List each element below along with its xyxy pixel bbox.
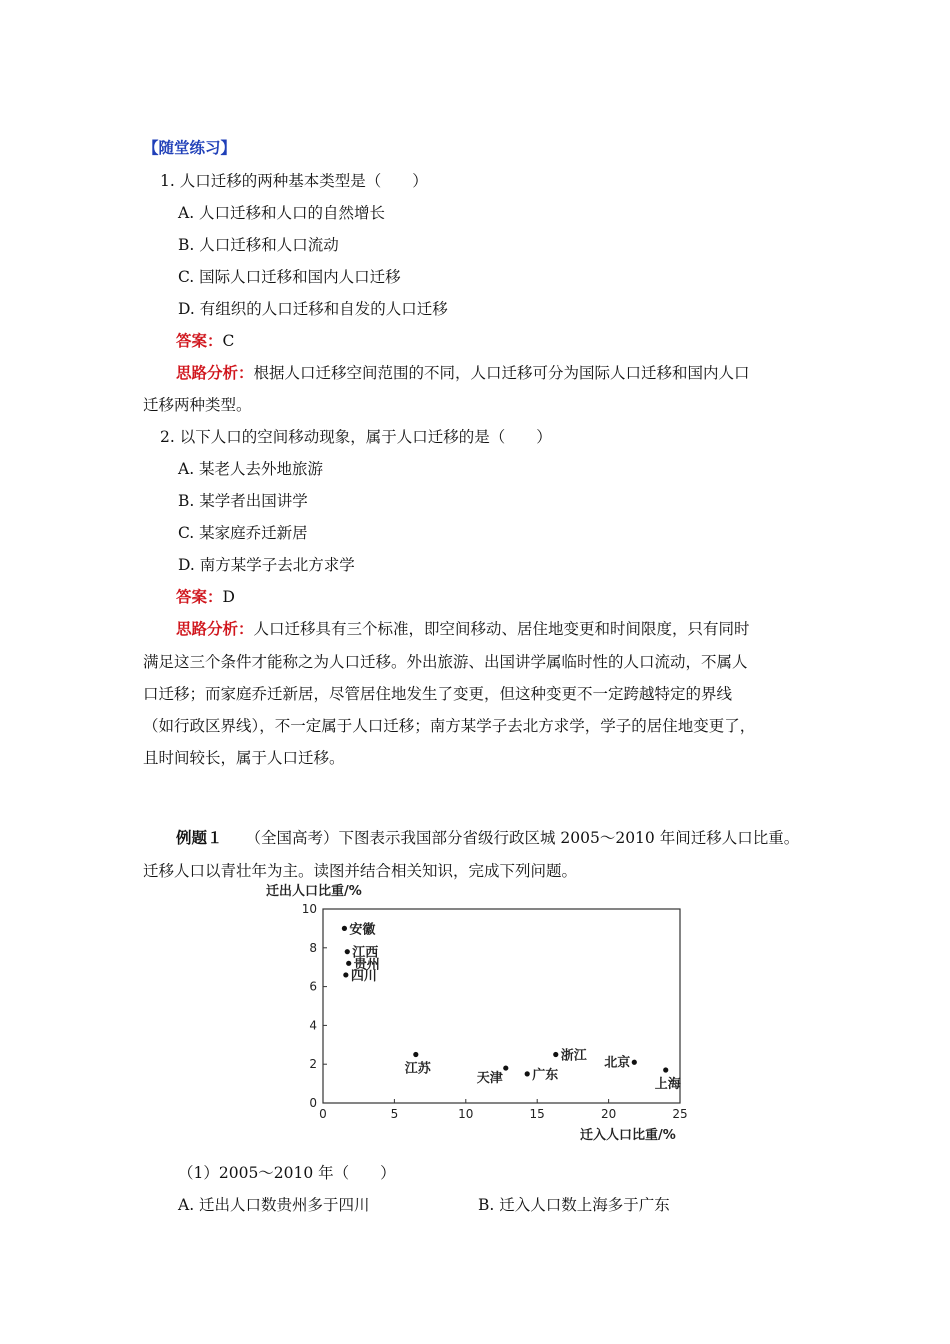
sub-question: （1）2005～2010 年（ ） bbox=[178, 1164, 396, 1182]
question-1-analysis bbox=[176, 363, 750, 383]
analysis-text: 且时间较长，属于人口迁移。 bbox=[143, 749, 345, 767]
answer-label: 答案： bbox=[176, 587, 223, 606]
y-tick-label: 0 bbox=[309, 1096, 317, 1110]
point-4 bbox=[413, 1052, 418, 1057]
sub-question-option-b: B. 迁入人口数上海多于广东 bbox=[478, 1196, 670, 1214]
point-label: 安徽 bbox=[349, 922, 376, 938]
question-1-stem: 1. 人口迁移的两种基本类型是（ ） bbox=[160, 172, 428, 190]
point-7 bbox=[553, 1052, 558, 1057]
example-label: 例题１ bbox=[176, 828, 223, 847]
x-tick-label: 25 bbox=[672, 1107, 688, 1121]
analysis-text: 根据人口迁移空间范围的不同，人口迁移可分为国际人口迁移和国内人口 bbox=[253, 364, 750, 382]
data-points bbox=[342, 921, 682, 1092]
example-text: （全国高考）下图表示我国部分省级行政区城 2005～2010 年间迁移人口比重。 bbox=[245, 829, 800, 847]
point-label: 上海 bbox=[654, 1077, 681, 1093]
point-label: 江西 bbox=[352, 945, 379, 961]
analysis-label: 思路分析： bbox=[176, 619, 254, 638]
point-1 bbox=[345, 949, 350, 954]
point-label: 广东 bbox=[532, 1067, 559, 1083]
question-1-option-b: B. 人口迁移和人口流动 bbox=[178, 236, 339, 254]
x-axis-ticks bbox=[319, 1099, 687, 1121]
analysis-label: 思路分析： bbox=[176, 363, 254, 382]
point-6 bbox=[525, 1071, 530, 1076]
question-2-option-b: B. 某学者出国讲学 bbox=[178, 492, 308, 510]
point-label: 天津 bbox=[476, 1071, 503, 1087]
analysis-text: 迁移两种类型。 bbox=[143, 396, 252, 414]
section-title: 【随堂练习】 bbox=[143, 138, 237, 157]
x-tick-label: 20 bbox=[600, 1107, 617, 1121]
question-2-option-c: C. 某家庭乔迁新居 bbox=[178, 524, 308, 542]
point-8 bbox=[632, 1060, 637, 1065]
answer-label: 答案： bbox=[176, 331, 223, 350]
x-tick-label: 5 bbox=[390, 1107, 399, 1121]
answer-value: D bbox=[222, 588, 235, 606]
point-3 bbox=[343, 972, 348, 977]
y-tick-label: 4 bbox=[309, 1018, 317, 1033]
question-2-analysis bbox=[176, 619, 750, 639]
question-2-answer bbox=[176, 587, 235, 607]
question-1-option-a: A. 人口迁移和人口的自然增长 bbox=[178, 204, 386, 222]
question-1-answer bbox=[176, 331, 234, 351]
x-tick-label: 10 bbox=[458, 1107, 474, 1121]
x-tick-label: 15 bbox=[529, 1107, 545, 1121]
question-1-option-d: D. 有组织的人口迁移和自发的人口迁移 bbox=[178, 300, 448, 318]
y-tick-label: 2 bbox=[309, 1057, 317, 1072]
analysis-text: （如行政区界线），不一定属于人口迁移；南方某学子去北方求学，学子的居住地变更了， bbox=[143, 717, 756, 735]
point-9 bbox=[663, 1067, 668, 1072]
point-label: 江苏 bbox=[404, 1061, 431, 1077]
question-1-option-c: C. 国际人口迁移和国内人口迁移 bbox=[178, 268, 401, 286]
y-tick-label: 6 bbox=[309, 979, 317, 994]
point-label: 浙江 bbox=[560, 1048, 587, 1064]
y-tick-label: 8 bbox=[309, 940, 317, 955]
question-2-option-a: A. 某老人去外地旅游 bbox=[178, 460, 324, 478]
sub-question-option-a: A. 迁出人口数贵州多于四川 bbox=[178, 1196, 370, 1214]
question-2-stem: 2. 以下人口的空间移动现象，属于人口迁移的是（ ） bbox=[160, 428, 552, 446]
analysis-text: 满足这三个条件才能称之为人口迁移。外出旅游、出国讲学属临时性的人口流动，不属人 bbox=[143, 653, 748, 671]
example-text: 迁移人口以青壮年为主。读图并结合相关知识，完成下列问题。 bbox=[143, 862, 578, 880]
analysis-text: 人口迁移具有三个标准，即空间移动、居住地变更和时间限度，只有同时 bbox=[253, 620, 750, 638]
point-5 bbox=[503, 1065, 508, 1070]
question-2-option-d: D. 南方某学子去北方求学 bbox=[178, 556, 355, 574]
answer-value: C bbox=[222, 332, 235, 350]
x-tick-label: 0 bbox=[319, 1107, 327, 1121]
point-0 bbox=[342, 926, 347, 931]
x-axis-label: 迁入人口比重/% bbox=[580, 1128, 676, 1143]
migration-scatter-chart bbox=[262, 882, 702, 1144]
point-label: 北京 bbox=[604, 1055, 631, 1071]
point-label: 贵州 bbox=[353, 957, 380, 973]
analysis-text: 口迁移；而家庭乔迁新居，尽管居住地发生了变更，但这种变更不一定跨越特定的界线 bbox=[143, 685, 733, 703]
y-axis-label: 迁出人口比重/% bbox=[266, 884, 362, 899]
y-tick-label: 10 bbox=[301, 902, 317, 916]
point-2 bbox=[346, 961, 351, 966]
point-label: 四川 bbox=[350, 968, 377, 984]
example-intro bbox=[176, 828, 799, 848]
